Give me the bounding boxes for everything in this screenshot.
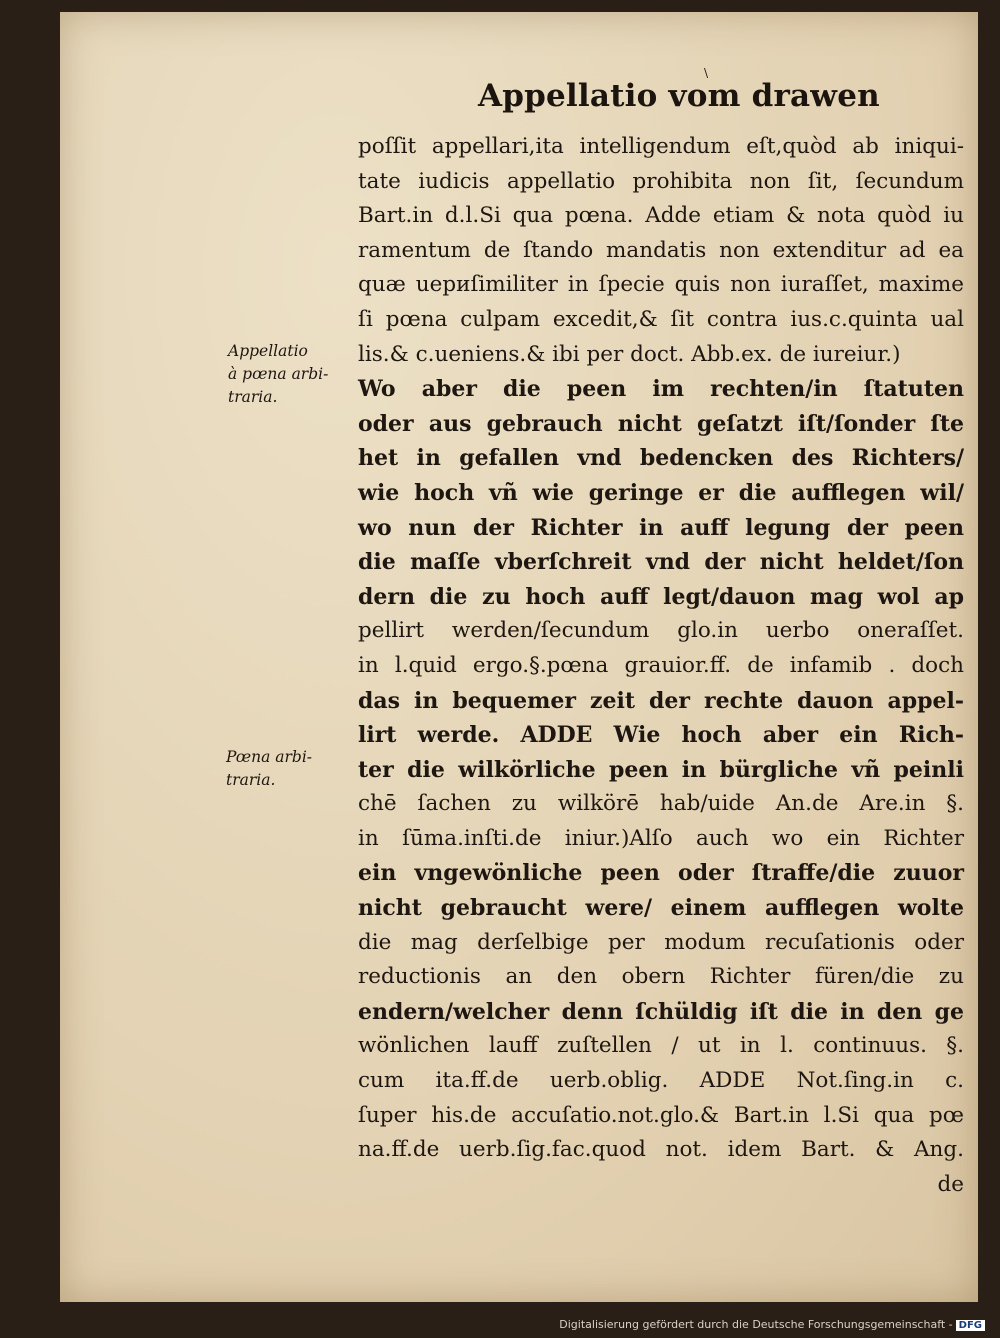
- margin-note-line: traria.: [228, 388, 278, 406]
- page-header: Appellatio vom drawen: [478, 78, 880, 114]
- text-line: Bart.in d.l.Si qua pœna. Adde etiam & nota quòd iu: [358, 203, 964, 229]
- text-line: endern/welcher denn ſchüldig iſt die in den ge: [358, 998, 964, 1025]
- margin-note-line: Pœna arbi-: [226, 748, 313, 766]
- text-line: nicht gebraucht were/ einem aufflegen wolte: [358, 895, 964, 922]
- text-line: lirt werde. ADDE Wie hoch aber ein Rich-: [358, 722, 964, 749]
- footer-text: Digitalisierung gefördert durch die Deutsche Forschungsgemeinschaft -: [559, 1318, 953, 1331]
- text-line: cum ita.ff.de uerb.oblig. ADDE Not.ſing.in c.: [358, 1068, 964, 1094]
- text-line: ter die wilkörliche peen in bürgliche vñ peinli: [358, 756, 964, 783]
- text-line: in ſūma.inſti.de iniur.)Alſo auch wo ein Richter: [358, 825, 964, 851]
- text-line: pellirt werden/ſecundum glo.in uerbo oneraſſet.: [358, 618, 964, 644]
- text-line: das in bequemer zeit der rechte dauon appel-: [358, 687, 964, 714]
- text-line: tate iudicis appellatio prohibita non ſit, ſecundum: [358, 168, 964, 194]
- text-line: ramentum de ſtando mandatis non extenditur ad ea: [358, 237, 964, 263]
- text-line: ein vngewönliche peen oder ſtraffe/die zuuor: [358, 860, 964, 887]
- margin-note-line: traria.: [226, 771, 276, 789]
- margin-note-appellatio: [228, 340, 328, 409]
- text-line: na.ff.de uerb.ſig.fac.quod not. idem Bart. & Ang.: [358, 1137, 964, 1163]
- text-line: wönlichen lauff zuſtellen / ut in l. continuus. §.: [358, 1033, 964, 1059]
- text-line: het in gefallen vnd bedencken des Richters/: [358, 445, 964, 472]
- text-line: lis.& c.ueniens.& ibi per doct. Abb.ex. de iureiur.): [358, 341, 901, 367]
- text-line: oder aus gebrauch nicht geſatzt iſt/ſonder ſte: [358, 410, 964, 437]
- text-line: Wo aber die peen im rechten/in ſtatuten: [358, 376, 964, 403]
- text-line: quæ uериſimiliter in ſpecie quis non iuraſſet, maxime: [358, 272, 964, 298]
- text-line: wie hoch vñ wie geringe er die aufflegen wil/: [358, 479, 964, 506]
- text-line: poſſit appellari,ita intelligendum eſt,quòd ab iniqui-: [358, 134, 964, 159]
- footer: [0, 1318, 985, 1331]
- text-line: dern die zu hoch auff legt/dauon mag wol ap: [358, 583, 964, 610]
- text-line: die maſſe vberſchreit vnd der nicht heldet/ſon: [358, 549, 964, 576]
- text-line: chē ſachen zu wilkörē hab/uide An.de Are.in §.: [358, 791, 964, 817]
- dfg-logo: DFG: [956, 1320, 985, 1331]
- text-line: ſi pœna culpam excedit,& ſit contra ius.c.quinta ual: [358, 306, 964, 332]
- margin-note-poena: [226, 746, 312, 792]
- print-mark: \: [704, 66, 709, 80]
- margin-note-line: à pœna arbi-: [228, 365, 329, 383]
- text-line: die mag derſelbige per modum recuſationis oder: [358, 929, 964, 955]
- margin-note-line: Appellatio: [228, 342, 308, 360]
- body-text: [358, 130, 964, 1202]
- text-line: reductionis an den obern Richter füren/die zu: [358, 964, 964, 990]
- text-line: ſuper his.de accuſatio.not.glo.& Bart.in l.Si qua pœ: [358, 1102, 964, 1128]
- text-line: in l.quid ergo.§.pœna grauior.ff. de infamib . doch: [358, 652, 964, 678]
- text-line: de: [937, 1171, 964, 1197]
- text-line: wo nun der Richter in auff legung der peen: [358, 514, 964, 541]
